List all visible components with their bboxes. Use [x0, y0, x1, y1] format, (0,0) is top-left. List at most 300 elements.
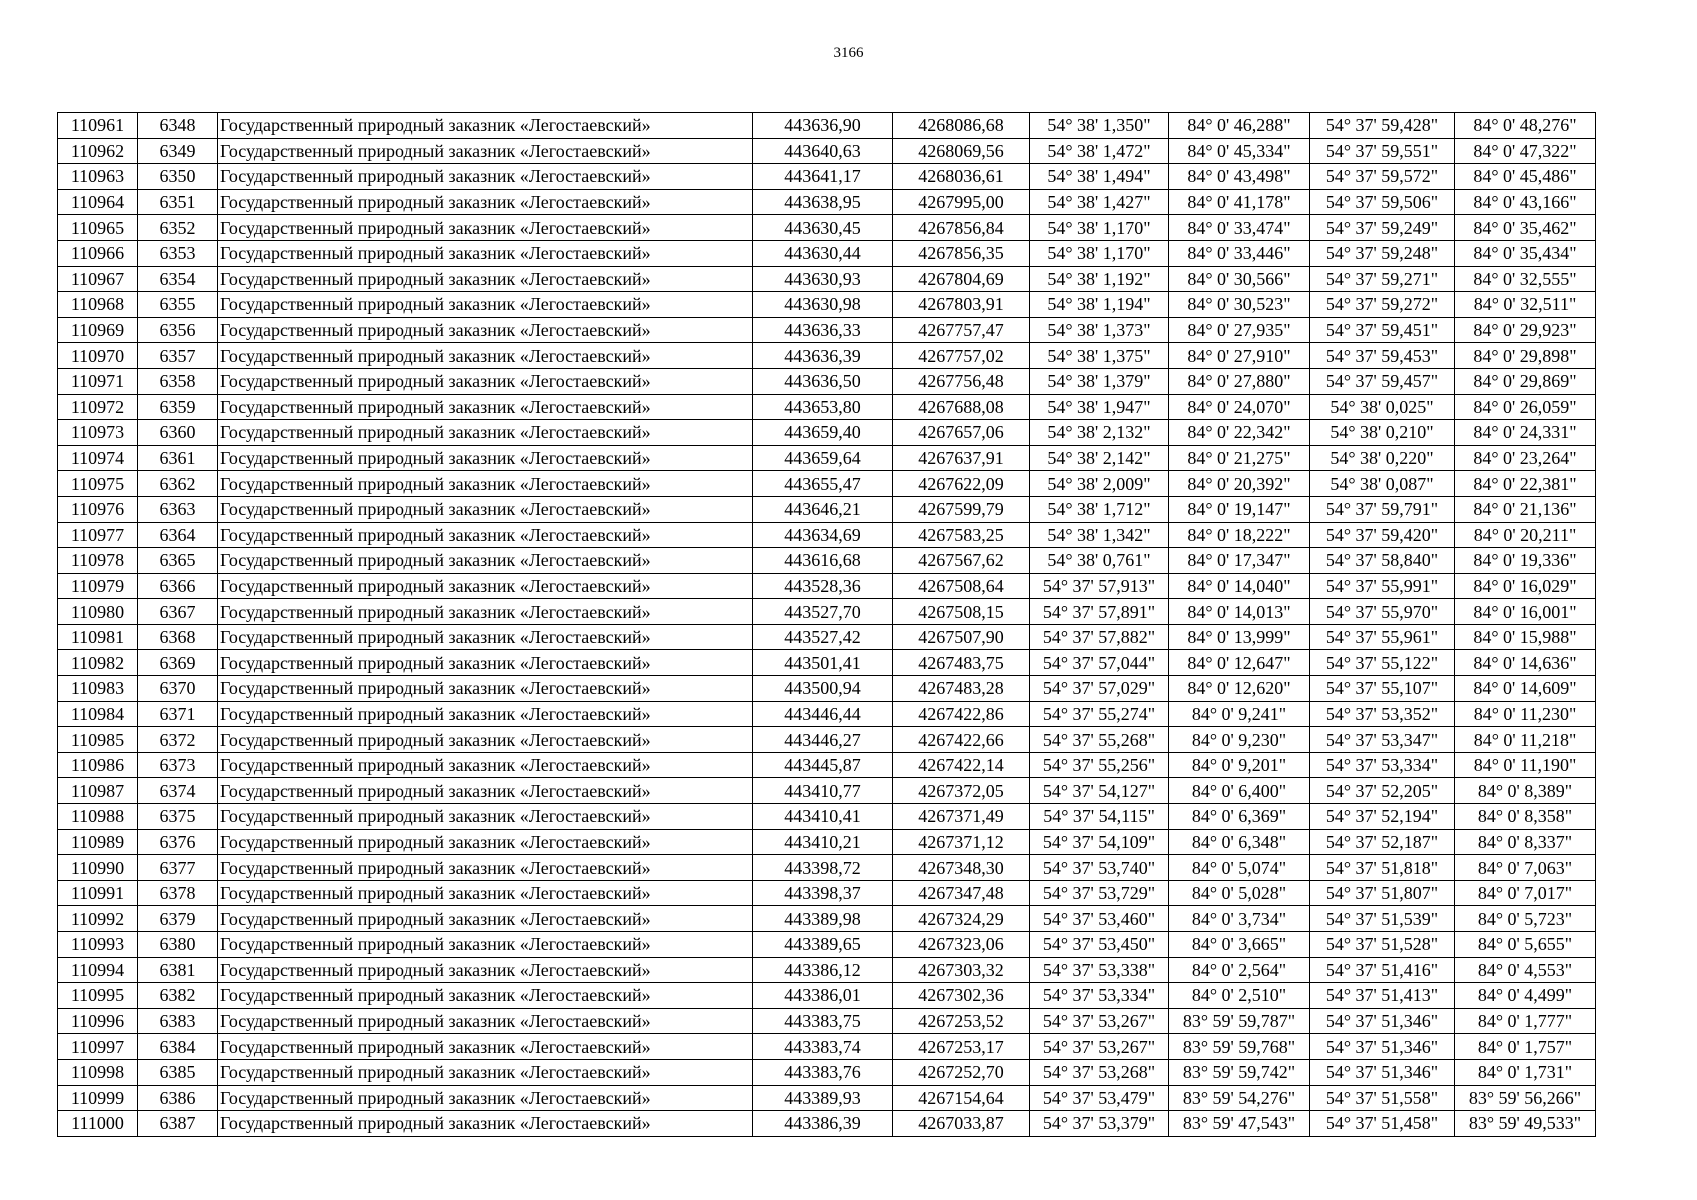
table-row	[58, 215, 1596, 241]
cell-longitude-2: 84° 0' 7,063"	[1455, 855, 1596, 881]
cell-point-number: 6354	[138, 266, 218, 292]
cell-latitude-1: 54° 38' 1,350"	[1030, 113, 1169, 139]
cell-coord-x: 443659,40	[753, 420, 893, 446]
cell-latitude-1: 54° 37' 54,115"	[1030, 804, 1169, 830]
cell-latitude-1: 54° 38' 1,192"	[1030, 266, 1169, 292]
cell-latitude-2: 54° 37' 51,558"	[1310, 1085, 1455, 1111]
cell-point-number: 6377	[138, 855, 218, 881]
cell-longitude-2: 84° 0' 11,190"	[1455, 752, 1596, 778]
table-row	[58, 240, 1596, 266]
cell-latitude-1: 54° 38' 2,009"	[1030, 471, 1169, 497]
cell-row-number: 110982	[58, 650, 138, 676]
table-row	[58, 855, 1596, 881]
cell-longitude-1: 84° 0' 6,369"	[1169, 804, 1310, 830]
cell-row-number: 110981	[58, 624, 138, 650]
cell-point-number: 6369	[138, 650, 218, 676]
table-row	[58, 727, 1596, 753]
table-row	[58, 676, 1596, 702]
cell-longitude-1: 84° 0' 12,620"	[1169, 676, 1310, 702]
cell-row-number: 110976	[58, 496, 138, 522]
table-row	[58, 1059, 1596, 1085]
cell-longitude-2: 83° 59' 49,533"	[1455, 1111, 1596, 1137]
cell-latitude-2: 54° 38' 0,210"	[1310, 420, 1455, 446]
cell-latitude-1: 54° 37' 53,479"	[1030, 1085, 1169, 1111]
cell-row-number: 110983	[58, 676, 138, 702]
cell-coord-x: 443383,76	[753, 1059, 893, 1085]
cell-coord-x: 443389,98	[753, 906, 893, 932]
cell-latitude-1: 54° 37' 57,044"	[1030, 650, 1169, 676]
cell-latitude-2: 54° 37' 55,991"	[1310, 573, 1455, 599]
cell-longitude-2: 84° 0' 8,389"	[1455, 778, 1596, 804]
cell-row-number: 110991	[58, 880, 138, 906]
cell-point-number: 6363	[138, 496, 218, 522]
cell-coord-x: 443527,42	[753, 624, 893, 650]
cell-row-number: 110984	[58, 701, 138, 727]
cell-object-name: Государственный природный заказник «Легостаевский»	[218, 420, 753, 446]
cell-latitude-1: 54° 38' 1,494"	[1030, 164, 1169, 190]
table-row	[58, 778, 1596, 804]
cell-latitude-1: 54° 37' 55,274"	[1030, 701, 1169, 727]
cell-object-name: Государственный природный заказник «Легостаевский»	[218, 650, 753, 676]
cell-latitude-2: 54° 37' 59,453"	[1310, 343, 1455, 369]
cell-latitude-1: 54° 38' 1,375"	[1030, 343, 1169, 369]
cell-coord-y: 4267347,48	[893, 880, 1030, 906]
cell-latitude-1: 54° 37' 53,460"	[1030, 906, 1169, 932]
cell-coord-y: 4267508,15	[893, 599, 1030, 625]
cell-coord-x: 443641,17	[753, 164, 893, 190]
cell-latitude-2: 54° 37' 53,352"	[1310, 701, 1455, 727]
cell-coord-x: 443410,77	[753, 778, 893, 804]
cell-coord-x: 443630,98	[753, 292, 893, 318]
cell-latitude-1: 54° 37' 53,450"	[1030, 932, 1169, 958]
cell-point-number: 6359	[138, 394, 218, 420]
cell-latitude-1: 54° 38' 1,472"	[1030, 138, 1169, 164]
cell-object-name: Государственный природный заказник «Легостаевский»	[218, 394, 753, 420]
cell-point-number: 6387	[138, 1111, 218, 1137]
cell-longitude-1: 84° 0' 2,510"	[1169, 983, 1310, 1009]
cell-longitude-1: 84° 0' 43,498"	[1169, 164, 1310, 190]
cell-coord-x: 443501,41	[753, 650, 893, 676]
cell-longitude-2: 84° 0' 8,358"	[1455, 804, 1596, 830]
table-row	[58, 1034, 1596, 1060]
cell-object-name: Государственный природный заказник «Легостаевский»	[218, 957, 753, 983]
cell-latitude-1: 54° 37' 57,029"	[1030, 676, 1169, 702]
cell-coord-x: 443398,37	[753, 880, 893, 906]
table-row	[58, 906, 1596, 932]
cell-latitude-1: 54° 37' 53,267"	[1030, 1034, 1169, 1060]
cell-point-number: 6360	[138, 420, 218, 446]
table-body	[58, 113, 1596, 1137]
cell-object-name: Государственный природный заказник «Легостаевский»	[218, 164, 753, 190]
cell-longitude-2: 84° 0' 19,336"	[1455, 548, 1596, 574]
cell-row-number: 110974	[58, 445, 138, 471]
cell-object-name: Государственный природный заказник «Легостаевский»	[218, 240, 753, 266]
cell-latitude-2: 54° 37' 53,334"	[1310, 752, 1455, 778]
cell-coord-y: 4267302,36	[893, 983, 1030, 1009]
cell-longitude-2: 84° 0' 35,462"	[1455, 215, 1596, 241]
cell-longitude-2: 84° 0' 47,322"	[1455, 138, 1596, 164]
table-row	[58, 394, 1596, 420]
cell-object-name: Государственный природный заказник «Легостаевский»	[218, 317, 753, 343]
cell-longitude-1: 84° 0' 12,647"	[1169, 650, 1310, 676]
cell-longitude-2: 84° 0' 29,923"	[1455, 317, 1596, 343]
cell-latitude-1: 54° 37' 53,379"	[1030, 1111, 1169, 1137]
cell-point-number: 6376	[138, 829, 218, 855]
cell-point-number: 6385	[138, 1059, 218, 1085]
cell-longitude-2: 84° 0' 5,723"	[1455, 906, 1596, 932]
cell-row-number: 110977	[58, 522, 138, 548]
cell-coord-y: 4267856,35	[893, 240, 1030, 266]
cell-coord-y: 4267483,28	[893, 676, 1030, 702]
cell-point-number: 6353	[138, 240, 218, 266]
table-row	[58, 292, 1596, 318]
cell-point-number: 6367	[138, 599, 218, 625]
page-number: 3166	[833, 45, 864, 61]
cell-object-name: Государственный природный заказник «Легостаевский»	[218, 624, 753, 650]
cell-longitude-1: 84° 0' 45,334"	[1169, 138, 1310, 164]
cell-longitude-2: 84° 0' 11,218"	[1455, 727, 1596, 753]
cell-object-name: Государственный природный заказник «Легостаевский»	[218, 906, 753, 932]
cell-longitude-2: 84° 0' 7,017"	[1455, 880, 1596, 906]
cell-object-name: Государственный природный заказник «Легостаевский»	[218, 676, 753, 702]
cell-object-name: Государственный природный заказник «Легостаевский»	[218, 368, 753, 394]
cell-object-name: Государственный природный заказник «Легостаевский»	[218, 880, 753, 906]
cell-coord-x: 443646,21	[753, 496, 893, 522]
cell-latitude-2: 54° 37' 59,248"	[1310, 240, 1455, 266]
cell-row-number: 110989	[58, 829, 138, 855]
cell-latitude-2: 54° 37' 51,346"	[1310, 1008, 1455, 1034]
cell-point-number: 6373	[138, 752, 218, 778]
cell-latitude-2: 54° 38' 0,025"	[1310, 394, 1455, 420]
cell-coord-y: 4267422,86	[893, 701, 1030, 727]
cell-coord-y: 4268036,61	[893, 164, 1030, 190]
cell-latitude-2: 54° 37' 59,572"	[1310, 164, 1455, 190]
cell-coord-x: 443383,75	[753, 1008, 893, 1034]
cell-coord-x: 443655,47	[753, 471, 893, 497]
cell-longitude-2: 84° 0' 16,001"	[1455, 599, 1596, 625]
cell-longitude-1: 84° 0' 33,446"	[1169, 240, 1310, 266]
cell-object-name: Государственный природный заказник «Легостаевский»	[218, 752, 753, 778]
cell-row-number: 110992	[58, 906, 138, 932]
cell-latitude-1: 54° 38' 1,170"	[1030, 240, 1169, 266]
table-row	[58, 522, 1596, 548]
cell-latitude-2: 54° 37' 51,818"	[1310, 855, 1455, 881]
cell-row-number: 110978	[58, 548, 138, 574]
cell-latitude-1: 54° 37' 54,109"	[1030, 829, 1169, 855]
table-row	[58, 804, 1596, 830]
cell-coord-y: 4267688,08	[893, 394, 1030, 420]
cell-longitude-1: 84° 0' 27,935"	[1169, 317, 1310, 343]
cell-point-number: 6378	[138, 880, 218, 906]
cell-latitude-2: 54° 37' 55,961"	[1310, 624, 1455, 650]
cell-latitude-2: 54° 37' 59,420"	[1310, 522, 1455, 548]
cell-latitude-2: 54° 38' 0,220"	[1310, 445, 1455, 471]
cell-longitude-2: 84° 0' 35,434"	[1455, 240, 1596, 266]
cell-longitude-2: 84° 0' 4,553"	[1455, 957, 1596, 983]
cell-object-name: Государственный природный заказник «Легостаевский»	[218, 113, 753, 139]
cell-coord-x: 443630,44	[753, 240, 893, 266]
cell-latitude-1: 54° 37' 54,127"	[1030, 778, 1169, 804]
cell-longitude-2: 84° 0' 15,988"	[1455, 624, 1596, 650]
cell-longitude-1: 84° 0' 9,230"	[1169, 727, 1310, 753]
cell-latitude-2: 54° 37' 59,791"	[1310, 496, 1455, 522]
cell-latitude-1: 54° 38' 1,947"	[1030, 394, 1169, 420]
cell-longitude-1: 84° 0' 3,665"	[1169, 932, 1310, 958]
cell-coord-y: 4267622,09	[893, 471, 1030, 497]
cell-longitude-1: 84° 0' 27,910"	[1169, 343, 1310, 369]
table-row	[58, 138, 1596, 164]
cell-latitude-1: 54° 37' 57,913"	[1030, 573, 1169, 599]
cell-object-name: Государственный природный заказник «Легостаевский»	[218, 573, 753, 599]
cell-latitude-1: 54° 38' 0,761"	[1030, 548, 1169, 574]
cell-longitude-2: 84° 0' 1,777"	[1455, 1008, 1596, 1034]
cell-coord-y: 4267657,06	[893, 420, 1030, 446]
cell-longitude-2: 84° 0' 45,486"	[1455, 164, 1596, 190]
cell-latitude-2: 54° 37' 53,347"	[1310, 727, 1455, 753]
cell-point-number: 6380	[138, 932, 218, 958]
cell-latitude-2: 54° 37' 51,807"	[1310, 880, 1455, 906]
cell-coord-x: 443636,50	[753, 368, 893, 394]
cell-latitude-2: 54° 37' 55,970"	[1310, 599, 1455, 625]
cell-row-number: 110979	[58, 573, 138, 599]
cell-point-number: 6382	[138, 983, 218, 1009]
cell-object-name: Государственный природный заказник «Легостаевский»	[218, 778, 753, 804]
cell-row-number: 110997	[58, 1034, 138, 1060]
cell-latitude-1: 54° 37' 53,334"	[1030, 983, 1169, 1009]
cell-row-number: 110961	[58, 113, 138, 139]
cell-coord-y: 4267323,06	[893, 932, 1030, 958]
cell-longitude-1: 84° 0' 9,201"	[1169, 752, 1310, 778]
cell-longitude-1: 84° 0' 19,147"	[1169, 496, 1310, 522]
table-row	[58, 829, 1596, 855]
cell-latitude-2: 54° 37' 59,457"	[1310, 368, 1455, 394]
cell-longitude-1: 84° 0' 30,566"	[1169, 266, 1310, 292]
cell-longitude-2: 84° 0' 14,636"	[1455, 650, 1596, 676]
cell-object-name: Государственный природный заказник «Легостаевский»	[218, 1059, 753, 1085]
cell-object-name: Государственный природный заказник «Легостаевский»	[218, 701, 753, 727]
cell-object-name: Государственный природный заказник «Легостаевский»	[218, 727, 753, 753]
cell-longitude-1: 83° 59' 47,543"	[1169, 1111, 1310, 1137]
cell-row-number: 110965	[58, 215, 138, 241]
cell-latitude-2: 54° 37' 51,346"	[1310, 1059, 1455, 1085]
cell-latitude-1: 54° 37' 57,891"	[1030, 599, 1169, 625]
cell-point-number: 6372	[138, 727, 218, 753]
cell-object-name: Государственный природный заказник «Легостаевский»	[218, 445, 753, 471]
table-row	[58, 599, 1596, 625]
cell-coord-x: 443659,64	[753, 445, 893, 471]
cell-coord-y: 4267154,64	[893, 1085, 1030, 1111]
cell-coord-x: 443445,87	[753, 752, 893, 778]
cell-latitude-2: 54° 37' 52,205"	[1310, 778, 1455, 804]
cell-longitude-1: 84° 0' 20,392"	[1169, 471, 1310, 497]
cell-longitude-1: 84° 0' 22,342"	[1169, 420, 1310, 446]
cell-object-name: Государственный природный заказник «Легостаевский»	[218, 599, 753, 625]
cell-latitude-2: 54° 37' 59,506"	[1310, 189, 1455, 215]
cell-coord-y: 4267253,17	[893, 1034, 1030, 1060]
cell-coord-y: 4267856,84	[893, 215, 1030, 241]
cell-longitude-1: 84° 0' 5,028"	[1169, 880, 1310, 906]
cell-longitude-2: 84° 0' 48,276"	[1455, 113, 1596, 139]
cell-coord-y: 4267507,90	[893, 624, 1030, 650]
cell-longitude-2: 84° 0' 29,898"	[1455, 343, 1596, 369]
cell-object-name: Государственный природный заказник «Легостаевский»	[218, 548, 753, 574]
cell-latitude-1: 54° 38' 1,373"	[1030, 317, 1169, 343]
cell-coord-y: 4267422,14	[893, 752, 1030, 778]
cell-row-number: 110972	[58, 394, 138, 420]
cell-coord-y: 4267995,00	[893, 189, 1030, 215]
cell-point-number: 6356	[138, 317, 218, 343]
cell-point-number: 6383	[138, 1008, 218, 1034]
table-row	[58, 445, 1596, 471]
cell-longitude-2: 84° 0' 8,337"	[1455, 829, 1596, 855]
cell-coord-y: 4267567,62	[893, 548, 1030, 574]
cell-point-number: 6384	[138, 1034, 218, 1060]
cell-row-number: 110993	[58, 932, 138, 958]
cell-object-name: Государственный природный заказник «Легостаевский»	[218, 189, 753, 215]
cell-coord-x: 443527,70	[753, 599, 893, 625]
cell-latitude-2: 54° 37' 59,551"	[1310, 138, 1455, 164]
cell-coord-y: 4267757,47	[893, 317, 1030, 343]
table-row	[58, 932, 1596, 958]
cell-coord-x: 443386,12	[753, 957, 893, 983]
cell-longitude-1: 84° 0' 27,880"	[1169, 368, 1310, 394]
cell-object-name: Государственный природный заказник «Легостаевский»	[218, 471, 753, 497]
cell-latitude-1: 54° 37' 55,256"	[1030, 752, 1169, 778]
cell-longitude-1: 84° 0' 21,275"	[1169, 445, 1310, 471]
cell-coord-x: 443500,94	[753, 676, 893, 702]
table-row	[58, 266, 1596, 292]
cell-latitude-1: 54° 38' 1,379"	[1030, 368, 1169, 394]
cell-longitude-1: 84° 0' 6,400"	[1169, 778, 1310, 804]
cell-longitude-2: 84° 0' 26,059"	[1455, 394, 1596, 420]
cell-coord-x: 443398,72	[753, 855, 893, 881]
cell-coord-y: 4267756,48	[893, 368, 1030, 394]
cell-coord-y: 4267303,32	[893, 957, 1030, 983]
table-row	[58, 471, 1596, 497]
cell-longitude-2: 84° 0' 22,381"	[1455, 471, 1596, 497]
cell-latitude-1: 54° 38' 1,342"	[1030, 522, 1169, 548]
cell-object-name: Государственный природный заказник «Легостаевский»	[218, 266, 753, 292]
cell-latitude-2: 54° 37' 51,346"	[1310, 1034, 1455, 1060]
cell-coord-y: 4267371,49	[893, 804, 1030, 830]
table-row	[58, 650, 1596, 676]
table-row	[58, 1008, 1596, 1034]
cell-point-number: 6374	[138, 778, 218, 804]
cell-coord-x: 443410,21	[753, 829, 893, 855]
cell-longitude-2: 84° 0' 14,609"	[1455, 676, 1596, 702]
table-row	[58, 1111, 1596, 1137]
cell-point-number: 6370	[138, 676, 218, 702]
table-row	[58, 189, 1596, 215]
cell-longitude-1: 83° 59' 54,276"	[1169, 1085, 1310, 1111]
cell-latitude-1: 54° 38' 2,142"	[1030, 445, 1169, 471]
cell-coord-x: 443410,41	[753, 804, 893, 830]
cell-coord-y: 4267637,91	[893, 445, 1030, 471]
cell-coord-y: 4267372,05	[893, 778, 1030, 804]
cell-longitude-1: 84° 0' 24,070"	[1169, 394, 1310, 420]
cell-longitude-1: 84° 0' 33,474"	[1169, 215, 1310, 241]
coordinates-table	[57, 112, 1596, 1137]
cell-object-name: Государственный природный заказник «Легостаевский»	[218, 1034, 753, 1060]
cell-latitude-2: 54° 37' 51,416"	[1310, 957, 1455, 983]
cell-coord-y: 4267324,29	[893, 906, 1030, 932]
table-row	[58, 343, 1596, 369]
cell-longitude-2: 84° 0' 1,757"	[1455, 1034, 1596, 1060]
cell-longitude-2: 84° 0' 43,166"	[1455, 189, 1596, 215]
cell-row-number: 110969	[58, 317, 138, 343]
cell-point-number: 6364	[138, 522, 218, 548]
cell-point-number: 6381	[138, 957, 218, 983]
cell-coord-x: 443446,27	[753, 727, 893, 753]
cell-latitude-1: 54° 38' 1,712"	[1030, 496, 1169, 522]
cell-point-number: 6350	[138, 164, 218, 190]
cell-longitude-2: 84° 0' 16,029"	[1455, 573, 1596, 599]
cell-longitude-2: 84° 0' 24,331"	[1455, 420, 1596, 446]
cell-point-number: 6361	[138, 445, 218, 471]
cell-latitude-1: 54° 38' 2,132"	[1030, 420, 1169, 446]
table-row	[58, 573, 1596, 599]
cell-object-name: Государственный природный заказник «Легостаевский»	[218, 215, 753, 241]
table-row	[58, 113, 1596, 139]
cell-point-number: 6358	[138, 368, 218, 394]
cell-longitude-2: 84° 0' 32,511"	[1455, 292, 1596, 318]
cell-coord-y: 4267422,66	[893, 727, 1030, 753]
cell-coord-x: 443446,44	[753, 701, 893, 727]
cell-latitude-1: 54° 37' 53,740"	[1030, 855, 1169, 881]
cell-latitude-2: 54° 37' 51,539"	[1310, 906, 1455, 932]
cell-row-number: 110968	[58, 292, 138, 318]
cell-row-number: 110990	[58, 855, 138, 881]
cell-row-number: 110995	[58, 983, 138, 1009]
cell-longitude-1: 84° 0' 9,241"	[1169, 701, 1310, 727]
cell-object-name: Государственный природный заказник «Легостаевский»	[218, 1008, 753, 1034]
cell-coord-x: 443636,33	[753, 317, 893, 343]
cell-latitude-1: 54° 37' 53,729"	[1030, 880, 1169, 906]
cell-longitude-1: 84° 0' 3,734"	[1169, 906, 1310, 932]
table-row	[58, 368, 1596, 394]
cell-latitude-1: 54° 38' 1,427"	[1030, 189, 1169, 215]
cell-longitude-1: 83° 59' 59,742"	[1169, 1059, 1310, 1085]
cell-longitude-1: 84° 0' 46,288"	[1169, 113, 1310, 139]
cell-latitude-1: 54° 38' 1,170"	[1030, 215, 1169, 241]
cell-longitude-1: 84° 0' 41,178"	[1169, 189, 1310, 215]
cell-point-number: 6352	[138, 215, 218, 241]
cell-longitude-2: 84° 0' 23,264"	[1455, 445, 1596, 471]
cell-latitude-2: 54° 37' 59,271"	[1310, 266, 1455, 292]
cell-row-number: 110996	[58, 1008, 138, 1034]
cell-coord-x: 443653,80	[753, 394, 893, 420]
cell-row-number: 110999	[58, 1085, 138, 1111]
cell-latitude-2: 54° 37' 52,194"	[1310, 804, 1455, 830]
cell-longitude-1: 84° 0' 13,999"	[1169, 624, 1310, 650]
cell-row-number: 110987	[58, 778, 138, 804]
cell-object-name: Государственный природный заказник «Легостаевский»	[218, 804, 753, 830]
table-row	[58, 957, 1596, 983]
cell-longitude-1: 83° 59' 59,768"	[1169, 1034, 1310, 1060]
cell-coord-y: 4267508,64	[893, 573, 1030, 599]
cell-latitude-1: 54° 37' 53,338"	[1030, 957, 1169, 983]
cell-longitude-1: 84° 0' 18,222"	[1169, 522, 1310, 548]
cell-latitude-2: 54° 37' 51,528"	[1310, 932, 1455, 958]
cell-longitude-1: 84° 0' 2,564"	[1169, 957, 1310, 983]
table-row	[58, 420, 1596, 446]
cell-longitude-1: 84° 0' 17,347"	[1169, 548, 1310, 574]
cell-object-name: Государственный природный заказник «Легостаевский»	[218, 496, 753, 522]
cell-coord-y: 4267803,91	[893, 292, 1030, 318]
cell-coord-y: 4268086,68	[893, 113, 1030, 139]
cell-latitude-1: 54° 38' 1,194"	[1030, 292, 1169, 318]
cell-coord-x: 443638,95	[753, 189, 893, 215]
